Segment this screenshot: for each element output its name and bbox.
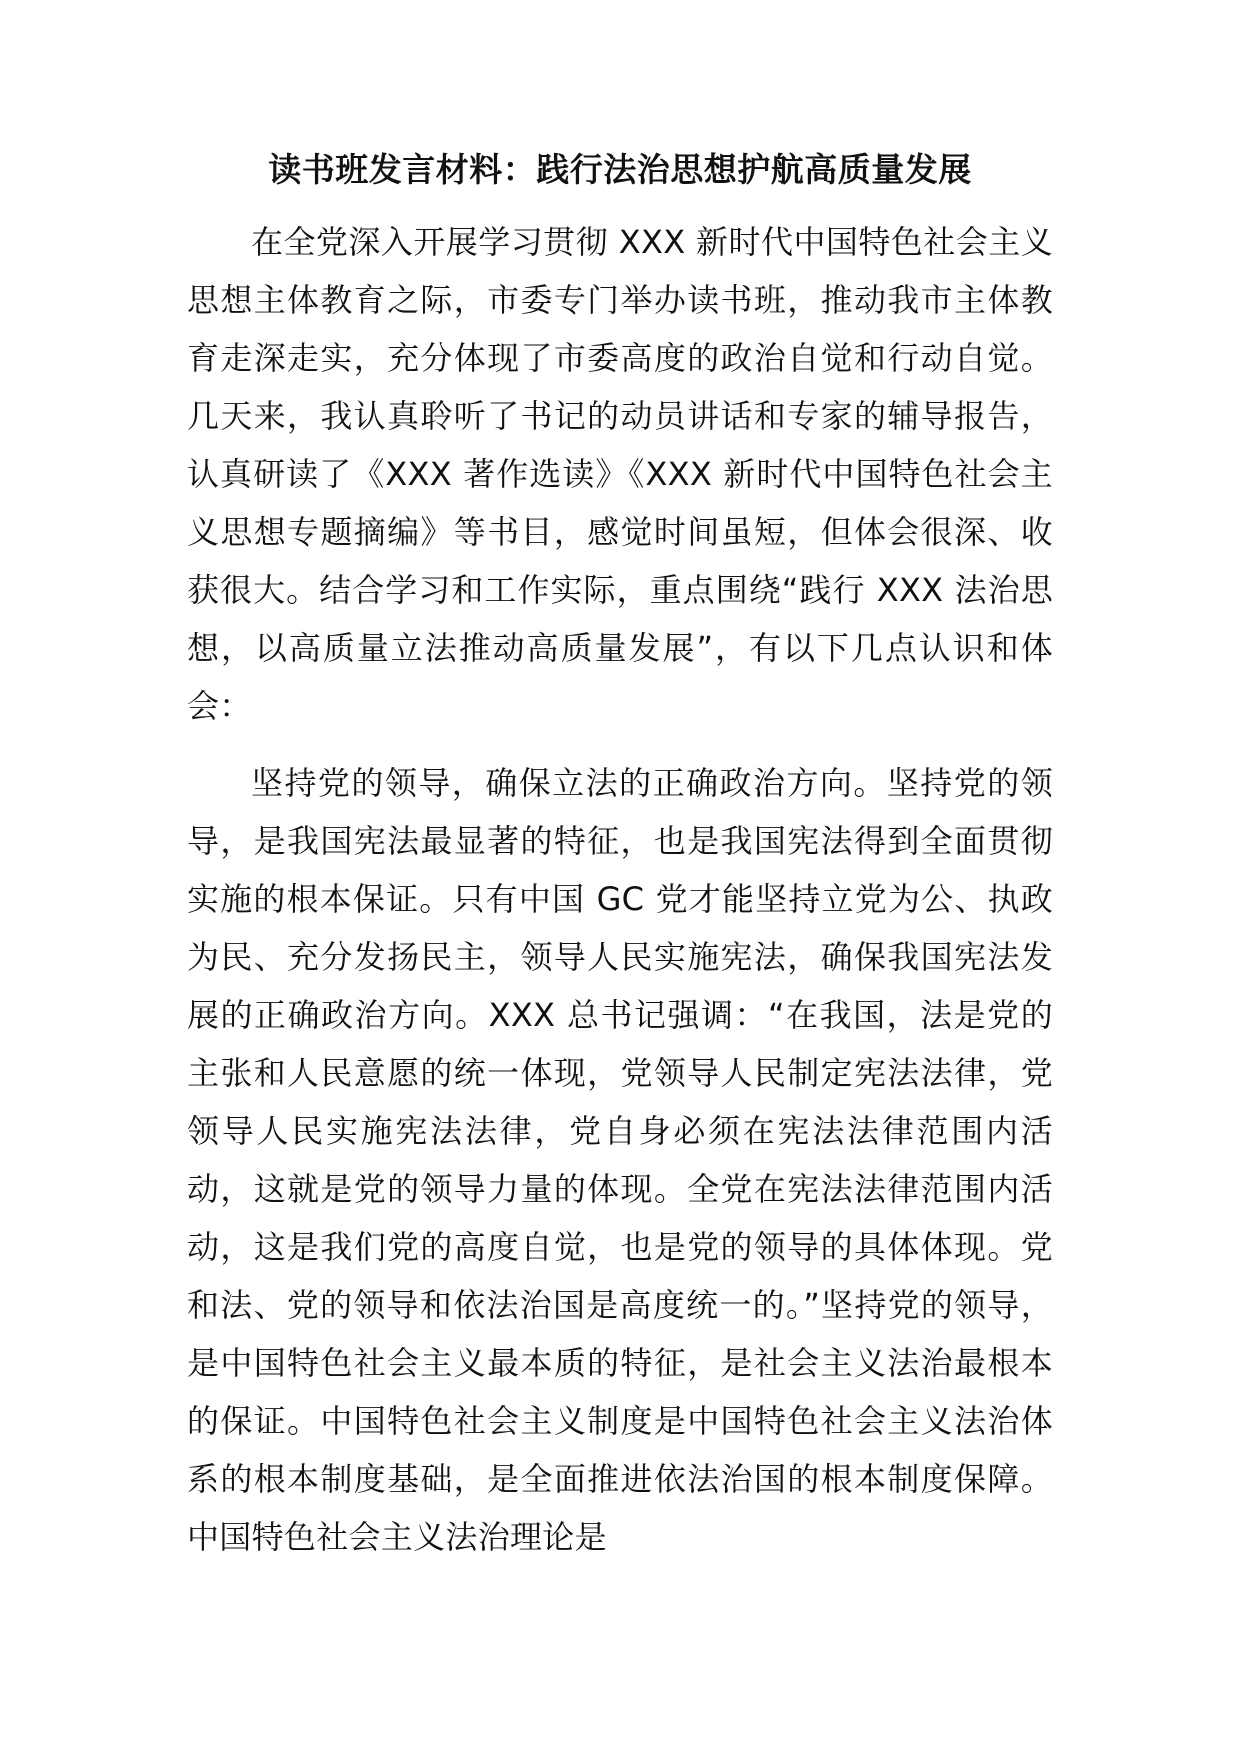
document-title: 读书班发言材料：践行法治思想护航高质量发展 <box>268 150 972 189</box>
paragraph-party-leadership: 坚持党的领导，确保立法的正确政治方向。坚持党的领导，是我国宪法最显著的特征，也是我国宪法得到全面贯彻实施的根本保证。只有中国 GC 党才能坚持立党为公、执政为民、充分发扬民主，领导人民实施宪法，确保我国宪法发展的正确政治方向。XXX 总书记强调：“在我国，法是党的主张和人民意愿的统一体现，党领导人民制定宪法法律，党领导人民实施宪法法律，党自身必须在宪法法律范围内活动，这就是党的领导力量的体现。全党在宪法法律范围内活动，这是我们党的高度自觉，也是党的领导的具体体现。党和法、党的领导和依法治国是高度统一的。”坚持党的领导，是中国特色社会主义最本质的特征，是社会主义法治最根本的保证。中国特色社会主义制度是中国特色社会主义法治体系的根本制度基础，是全面推进依法治国的根本制度保障。中国特色社会主义法治理论是 <box>187 764 1053 1556</box>
paragraph-introduction: 在全党深入开展学习贯彻 XXX 新时代中国特色社会主义思想主体教育之际，市委专门举办读书班，推动我市主体教育走深走实，充分体现了市委高度的政治自觉和行动自觉。几天来，我认真聆听了书记的动员讲话和专家的辅导报告，认真研读了《XXX 著作选读》《XXX 新时代中国特色社会主义思想专题摘编》等书目，感觉时间虽短，但体会很深、收获很大。结合学习和工作实际，重点围绕“践行 XXX 法治思想，以高质量立法推动高质量发展”，有以下几点认识和体会： <box>187 223 1053 725</box>
